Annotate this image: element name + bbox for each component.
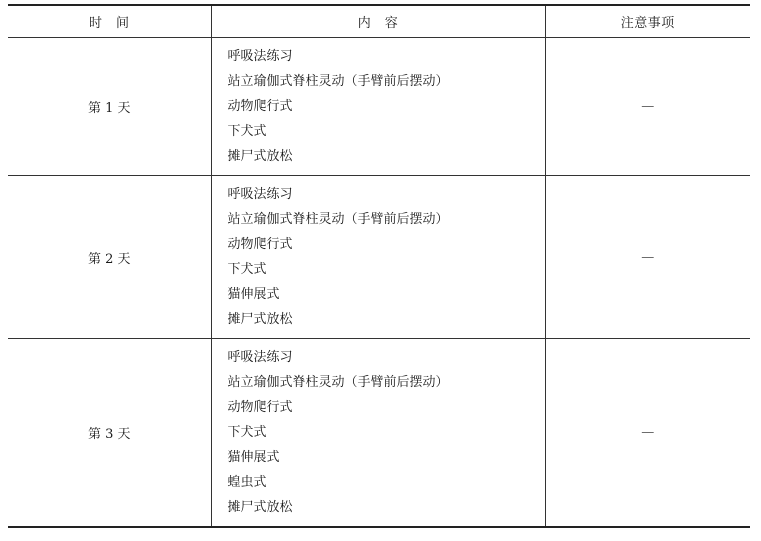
header-notes: 注意事项 xyxy=(545,5,750,38)
note-cell xyxy=(545,176,750,339)
header-row xyxy=(8,5,750,38)
note-dash: — xyxy=(641,249,655,265)
header-time: 时 间 xyxy=(8,5,211,38)
list-item: 站立瑜伽式脊柱灵动（手臂前后摆动） xyxy=(227,212,449,227)
list-item: 呼吸法练习 xyxy=(227,49,293,64)
list-item: 站立瑜伽式脊柱灵动（手臂前后摆动） xyxy=(227,375,449,390)
content-cell xyxy=(211,176,545,339)
table-row-day-3 xyxy=(8,339,750,528)
content-cell xyxy=(211,339,545,528)
note-dash: — xyxy=(641,425,655,440)
list-item: 摊尸式放松 xyxy=(227,312,293,327)
note-cell xyxy=(545,339,750,528)
list-item: 下犬式 xyxy=(227,425,267,440)
list-item: 动物爬行式 xyxy=(227,237,293,252)
table-row-day-2 xyxy=(8,176,750,339)
note-cell xyxy=(545,38,750,176)
note-dash: — xyxy=(641,99,655,114)
list-item: 蝗虫式 xyxy=(227,475,267,490)
list-item: 下犬式 xyxy=(227,124,267,139)
table-header xyxy=(8,5,750,38)
table-row-day-1 xyxy=(8,38,750,176)
list-item: 动物爬行式 xyxy=(227,400,293,415)
day-cell: 第 3 天 xyxy=(8,339,211,528)
schedule-table xyxy=(8,4,750,528)
list-item: 下犬式 xyxy=(227,262,267,277)
list-item: 呼吸法练习 xyxy=(227,187,293,202)
list-item: 动物爬行式 xyxy=(227,99,293,114)
list-item: 呼吸法练习 xyxy=(227,350,293,365)
table-body xyxy=(8,38,750,528)
header-content: 内 容 xyxy=(211,5,545,38)
list-item: 站立瑜伽式脊柱灵动（手臂前后摆动） xyxy=(227,74,449,89)
list-item: 猫伸展式 xyxy=(227,450,280,465)
content-cell xyxy=(211,38,545,176)
list-item: 猫伸展式 xyxy=(227,287,280,302)
list-item: 摊尸式放松 xyxy=(227,500,293,515)
list-item: 摊尸式放松 xyxy=(227,149,293,164)
day-cell: 第 1 天 xyxy=(87,101,131,116)
day-cell: 第 2 天 xyxy=(8,176,211,339)
